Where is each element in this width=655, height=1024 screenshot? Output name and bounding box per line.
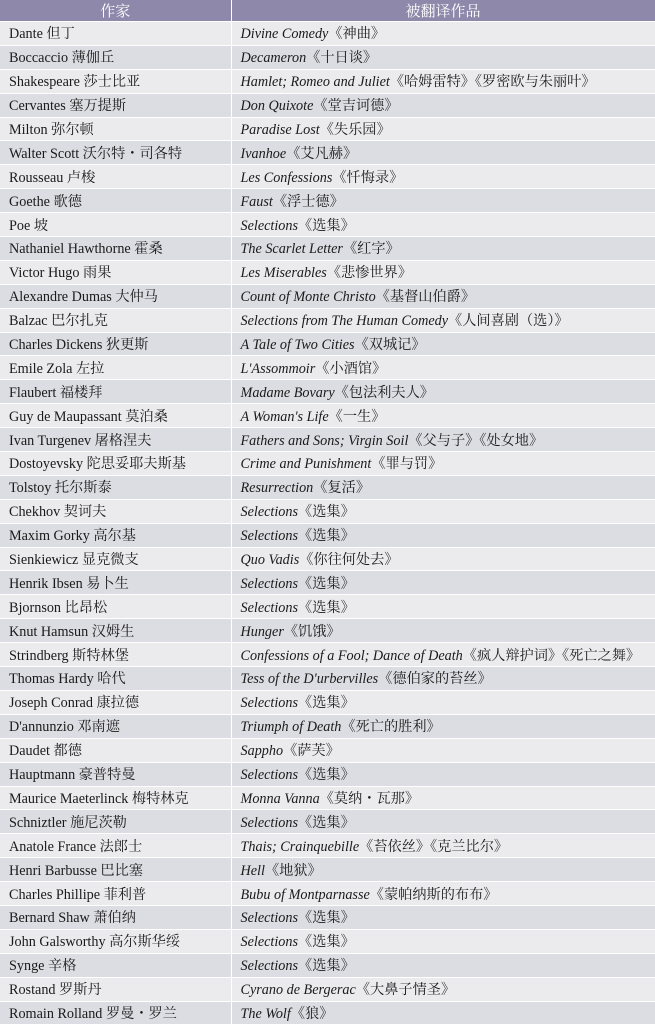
work-chinese-title: 《莫纳・瓦那》 <box>319 790 420 807</box>
work-original-title: Fathers and Sons; Virgin Soil <box>240 432 409 449</box>
table-row <box>0 858 655 882</box>
author-cell: Knut Hamsun 汉姆生 <box>0 619 231 643</box>
work-original-title: Bubu of Montparnasse <box>240 886 370 903</box>
author-cell: Cervantes 塞万提斯 <box>0 93 231 117</box>
work-chinese-title: 《父与子》《处女地》 <box>408 432 544 449</box>
work-chinese-title: 《十日谈》 <box>306 50 378 67</box>
work-original-title: Madame Bovary <box>240 384 335 401</box>
table-row <box>0 523 655 547</box>
author-cell: Ivan Turgenev 屠格涅夫 <box>0 428 231 452</box>
table-row <box>0 189 655 213</box>
work-chinese-title: 《选集》 <box>298 504 355 521</box>
author-cell: Milton 弥尔顿 <box>0 117 231 141</box>
author-cell: Shakespeare 莎士比亚 <box>0 69 231 93</box>
work-chinese-title: 《浮士德》 <box>272 193 344 210</box>
author-cell: Chekhov 契诃夫 <box>0 499 231 523</box>
work-chinese-title: 《大鼻子情圣》 <box>355 982 456 999</box>
table-row <box>0 619 655 643</box>
work-column-header: 被翻译作品 <box>231 0 655 22</box>
work-chinese-title: 《死亡的胜利》 <box>341 719 441 736</box>
work-cell <box>231 141 655 165</box>
work-original-title: A Tale of Two Cities <box>240 337 355 354</box>
work-cell <box>231 547 655 571</box>
author-cell: Synge 辛格 <box>0 953 231 977</box>
work-cell <box>231 858 655 882</box>
work-original-title: Hamlet; Romeo and Juliet <box>240 74 390 91</box>
author-cell: Strindberg 斯特林堡 <box>0 643 231 667</box>
work-cell <box>231 523 655 547</box>
table-row <box>0 882 655 906</box>
table-row <box>0 237 655 261</box>
work-chinese-title: 《一生》 <box>328 408 386 425</box>
author-cell: Bernard Shaw 萧伯纳 <box>0 905 231 929</box>
table-row <box>0 1001 655 1024</box>
work-cell <box>231 380 655 404</box>
work-original-title: Les Miserables <box>240 265 327 282</box>
table-row <box>0 141 655 165</box>
table-row <box>0 356 655 380</box>
work-chinese-title: 《小酒馆》 <box>315 360 387 377</box>
author-cell: D'annunzio 邓南遮 <box>0 714 231 738</box>
work-cell <box>231 22 655 46</box>
work-original-title: Cyrano de Bergerac <box>240 982 356 999</box>
author-cell: Bjornson 比昂松 <box>0 595 231 619</box>
table-row <box>0 786 655 810</box>
work-cell <box>231 499 655 523</box>
work-cell <box>231 237 655 261</box>
author-cell: Maxim Gorky 高尔基 <box>0 523 231 547</box>
author-cell: Dante 但丁 <box>0 22 231 46</box>
work-chinese-title: 《选集》 <box>298 934 355 951</box>
work-cell <box>231 714 655 738</box>
work-cell <box>231 953 655 977</box>
work-original-title: Divine Comedy <box>240 26 329 43</box>
work-chinese-title: 《失乐园》 <box>319 122 391 138</box>
work-original-title: Quo Vadis <box>240 552 300 569</box>
work-chinese-title: 《复活》 <box>313 480 371 497</box>
work-original-title: Selections <box>240 934 299 951</box>
work-chinese-title: 《堂吉诃德》 <box>313 98 399 115</box>
work-cell <box>231 738 655 762</box>
work-original-title: Don Quixote <box>240 98 314 115</box>
table-row <box>0 738 655 762</box>
work-original-title: Selections <box>240 958 299 975</box>
table-row <box>0 475 655 499</box>
work-original-title: Thais; Crainquebille <box>240 838 360 855</box>
work-chinese-title: 《忏悔录》 <box>332 169 404 186</box>
author-cell: Alexandre Dumas 大仲马 <box>0 284 231 308</box>
author-cell: Dostoyevsky 陀思妥耶夫斯基 <box>0 452 231 476</box>
work-chinese-title: 《疯人辩护词》《死亡之舞》 <box>462 647 641 664</box>
table-row <box>0 547 655 571</box>
author-cell: Victor Hugo 雨果 <box>0 260 231 284</box>
table-body <box>0 22 655 1024</box>
work-chinese-title: 《饥饿》 <box>283 623 341 640</box>
author-cell: Boccaccio 薄伽丘 <box>0 45 231 69</box>
work-original-title: Ivanhoe <box>240 145 287 162</box>
work-chinese-title: 《罪与罚》 <box>371 456 443 473</box>
table-row <box>0 308 655 332</box>
work-cell <box>231 332 655 356</box>
table-row <box>0 571 655 595</box>
work-chinese-title: 《人间喜剧（选）》 <box>448 313 569 330</box>
work-original-title: Selections <box>240 814 299 831</box>
author-cell: Charles Dickens 狄更斯 <box>0 332 231 356</box>
work-original-title: Hell <box>240 862 265 879</box>
work-cell <box>231 929 655 953</box>
work-cell <box>231 882 655 906</box>
work-chinese-title: 《狼》 <box>290 1005 334 1022</box>
table-row <box>0 643 655 667</box>
author-column-header: 作家 <box>0 0 231 22</box>
author-cell: John Galsworthy 高尔斯华绥 <box>0 929 231 953</box>
work-chinese-title: 《红字》 <box>342 241 400 258</box>
table-row <box>0 93 655 117</box>
work-cell <box>231 905 655 929</box>
table-row <box>0 977 655 1001</box>
work-original-title: Selections <box>240 217 299 234</box>
author-cell: Walter Scott 沃尔特・司各特 <box>0 141 231 165</box>
work-chinese-title: 《选集》 <box>298 910 355 927</box>
author-cell: Tolstoy 托尔斯泰 <box>0 475 231 499</box>
work-cell <box>231 45 655 69</box>
work-original-title: Selections <box>240 767 299 784</box>
work-chinese-title: 《神曲》 <box>328 26 386 43</box>
work-original-title: L'Assommoir <box>240 360 316 377</box>
work-cell <box>231 69 655 93</box>
author-cell: Maurice Maeterlinck 梅特林克 <box>0 786 231 810</box>
author-cell: Poe 坡 <box>0 213 231 237</box>
work-original-title: A Woman's Life <box>240 408 329 425</box>
work-original-title: Selections <box>240 504 299 521</box>
work-cell <box>231 356 655 380</box>
table-row <box>0 284 655 308</box>
work-original-title: Les Confessions <box>240 169 333 186</box>
work-chinese-title: 《艾凡赫》 <box>286 145 358 162</box>
work-original-title: The Scarlet Letter <box>240 241 343 258</box>
work-chinese-title: 《包法利夫人》 <box>334 384 434 401</box>
work-original-title: Sappho <box>240 743 284 760</box>
author-cell: Rostand 罗斯丹 <box>0 977 231 1001</box>
table-row <box>0 452 655 476</box>
work-cell <box>231 93 655 117</box>
work-original-title: Faust <box>240 193 273 210</box>
work-original-title: Paradise Lost <box>240 122 320 138</box>
work-original-title: The Wolf <box>240 1005 291 1022</box>
work-original-title: Crime and Punishment <box>240 456 372 473</box>
author-cell: Rousseau 卢梭 <box>0 165 231 189</box>
author-cell: Daudet 都德 <box>0 738 231 762</box>
work-chinese-title: 《哈姆雷特》《罗密欧与朱丽叶》 <box>389 74 596 91</box>
work-chinese-title: 《选集》 <box>298 599 355 616</box>
table-row <box>0 834 655 858</box>
table-row <box>0 905 655 929</box>
work-original-title: Hunger <box>240 623 284 640</box>
work-chinese-title: 《苔依丝》《克兰比尔》 <box>359 838 509 855</box>
table-row <box>0 810 655 834</box>
author-cell: Thomas Hardy 哈代 <box>0 667 231 691</box>
work-original-title: Triumph of Death <box>240 719 342 736</box>
work-chinese-title: 《选集》 <box>298 814 355 831</box>
work-original-title: Selections from The Human Comedy <box>240 313 449 330</box>
work-original-title: Selections <box>240 910 299 927</box>
table-row <box>0 762 655 786</box>
work-cell <box>231 213 655 237</box>
work-cell <box>231 428 655 452</box>
work-original-title: Tess of the D'urbervilles <box>240 671 379 688</box>
work-cell <box>231 404 655 428</box>
work-chinese-title: 《选集》 <box>298 528 355 545</box>
table-row <box>0 714 655 738</box>
work-original-title: Count of Monte Christo <box>240 289 376 306</box>
work-chinese-title: 《双城记》 <box>354 337 426 354</box>
work-original-title: Decameron <box>240 50 307 67</box>
work-chinese-title: 《选集》 <box>298 695 355 712</box>
work-cell <box>231 165 655 189</box>
work-cell <box>231 762 655 786</box>
work-original-title: Selections <box>240 695 299 712</box>
table-row <box>0 332 655 356</box>
work-cell <box>231 786 655 810</box>
table-row <box>0 404 655 428</box>
work-original-title: Resurrection <box>240 480 314 497</box>
table-row <box>0 953 655 977</box>
table-row <box>0 69 655 93</box>
table-row <box>0 428 655 452</box>
table-row <box>0 213 655 237</box>
work-original-title: Selections <box>240 599 299 616</box>
work-original-title: Selections <box>240 528 299 545</box>
author-cell: Romain Rolland 罗曼・罗兰 <box>0 1001 231 1024</box>
table-row <box>0 165 655 189</box>
author-cell: Sienkiewicz 显克微支 <box>0 547 231 571</box>
author-cell: Joseph Conrad 康拉德 <box>0 690 231 714</box>
work-chinese-title: 《悲惨世界》 <box>326 265 412 282</box>
author-cell: Hauptmann 豪普特曼 <box>0 762 231 786</box>
table-header-row <box>0 0 655 22</box>
work-chinese-title: 《选集》 <box>298 767 355 784</box>
work-chinese-title: 《选集》 <box>298 958 355 975</box>
work-chinese-title: 《地狱》 <box>264 862 322 879</box>
work-original-title: Confessions of a Fool; Dance of Death <box>240 647 463 664</box>
work-chinese-title: 《德伯家的苔丝》 <box>378 671 492 688</box>
table-row <box>0 22 655 46</box>
work-cell <box>231 643 655 667</box>
work-cell <box>231 571 655 595</box>
work-cell <box>231 189 655 213</box>
work-chinese-title: 《萨芙》 <box>283 743 340 760</box>
table-row <box>0 667 655 691</box>
work-cell <box>231 1001 655 1024</box>
work-cell <box>231 284 655 308</box>
work-cell <box>231 475 655 499</box>
author-cell: Henrik Ibsen 易卜生 <box>0 571 231 595</box>
work-cell <box>231 667 655 691</box>
work-chinese-title: 《你往何处去》 <box>299 552 399 569</box>
author-cell: Henri Barbusse 巴比塞 <box>0 858 231 882</box>
work-chinese-title: 《选集》 <box>298 575 355 592</box>
table-row <box>0 117 655 141</box>
work-cell <box>231 595 655 619</box>
author-cell: Goethe 歌德 <box>0 189 231 213</box>
work-chinese-title: 《选集》 <box>298 217 355 234</box>
author-cell: Anatole France 法郎士 <box>0 834 231 858</box>
work-cell <box>231 117 655 141</box>
author-cell: Schniztler 施尼茨勒 <box>0 810 231 834</box>
work-cell <box>231 260 655 284</box>
table-row <box>0 929 655 953</box>
table-row <box>0 380 655 404</box>
author-cell: Guy de Maupassant 莫泊桑 <box>0 404 231 428</box>
work-chinese-title: 《蒙帕纳斯的布布》 <box>369 886 498 903</box>
work-cell <box>231 834 655 858</box>
table-row <box>0 45 655 69</box>
work-cell <box>231 619 655 643</box>
work-cell <box>231 690 655 714</box>
work-cell <box>231 810 655 834</box>
author-cell: Balzac 巴尔扎克 <box>0 308 231 332</box>
work-chinese-title: 《基督山伯爵》 <box>375 289 476 306</box>
work-original-title: Selections <box>240 575 299 592</box>
work-original-title: Monna Vanna <box>240 790 320 807</box>
author-cell: Emile Zola 左拉 <box>0 356 231 380</box>
work-cell <box>231 977 655 1001</box>
table-row <box>0 260 655 284</box>
author-cell: Flaubert 福楼拜 <box>0 380 231 404</box>
author-cell: Charles Phillipe 菲利普 <box>0 882 231 906</box>
table-row <box>0 595 655 619</box>
work-cell <box>231 452 655 476</box>
table-row <box>0 499 655 523</box>
table-row <box>0 690 655 714</box>
author-cell: Nathaniel Hawthorne 霍桑 <box>0 237 231 261</box>
work-cell <box>231 308 655 332</box>
